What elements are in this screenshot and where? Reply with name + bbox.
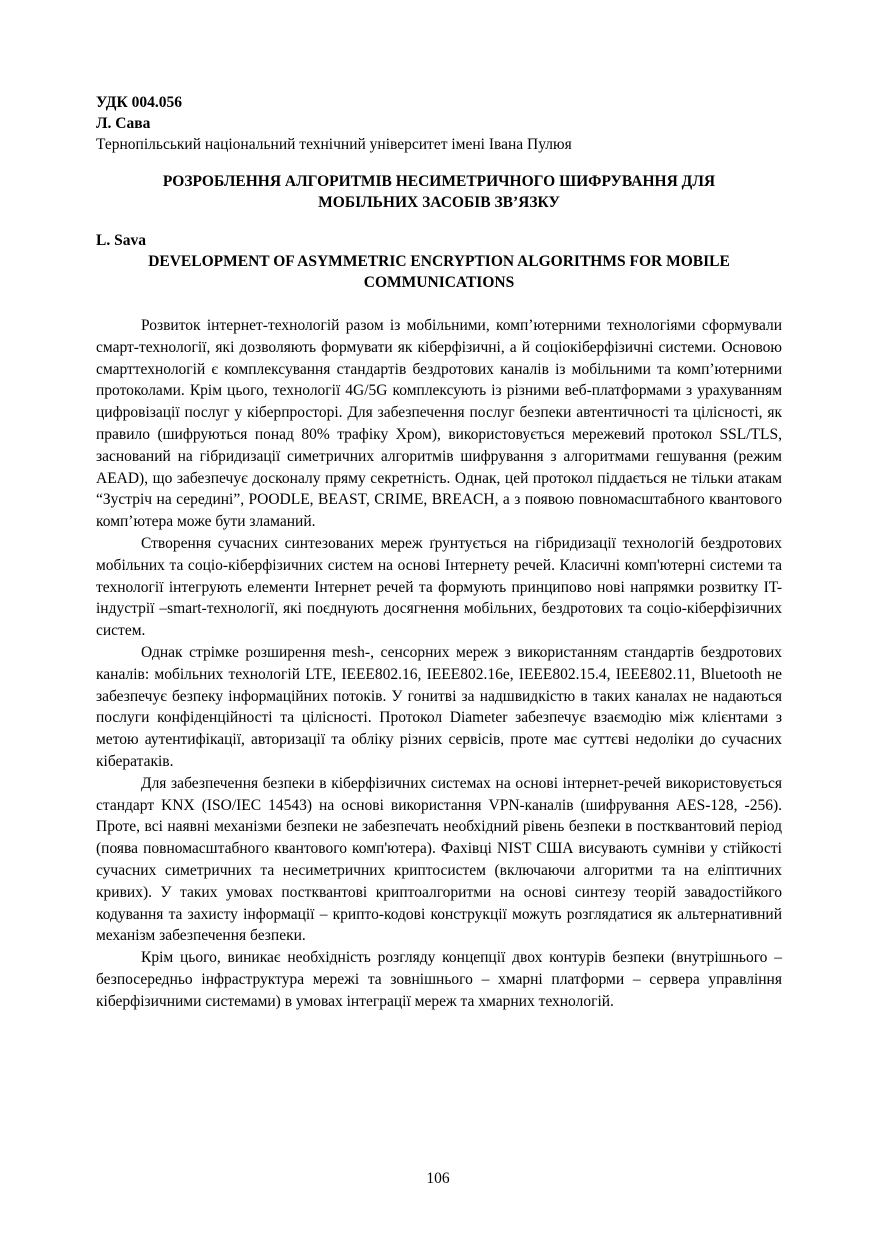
title-en	[96, 251, 782, 293]
title-ua	[96, 171, 782, 213]
paragraph: Крім цього, виникає необхідність розгляду концепції двох контурів безпеки (внутрішнього – безпосередньо інфраструктура мережі та зовнішнього – хмарні платформи – сервера управління кіберфізичними системами) в умовах інтеграції мереж та хмарних технологій.	[96, 949, 782, 1010]
paragraph: Для забезпечення безпеки в кіберфізичних системах на основі інтернет-речей використовується стандарт KNX (ISO/IEC 14543) на основі використання VPN-каналів (шифрування AES-128, -256). Проте, всі наявні механізми безпеки не забезпечать необхідний рівень безпеки в постквантовий період (поява повномасштабного квантового комп'ютера). Фахівці NIST США висувають сумніви у стійкості сучасних симетричних та несиметричних криптосистем (включаючи алгоритми та на еліптичних кривих). У таких умовах постквантові криптоалгоритми на основі синтезу теорій завадостійкого кодування та захисту інформації – крипто-кодові конструкції можуть розглядатися як альтернативний механізм забезпечення безпеки.	[96, 774, 782, 945]
paragraph: Створення сучасних синтезованих мереж ґрунтується на гібридизації технологій бездротових мобільних та соціо-кіберфізичних систем на основі Інтернету речей. Класичні комп'ютерні системи та технології інтегрують елементи Інтернет речей та формують принципово нові напрямки розвитку IT-індустрії –smart-технології, які поєднують досягнення мобільних, бездротових та соціо-кіберфізичних систем.	[96, 534, 782, 640]
title-ua-line-2: МОБІЛЬНИХ ЗАСОБІВ ЗВ’ЯЗКУ	[318, 194, 560, 211]
affiliation: Тернопільський національний технічний університет імені Івана Пулюя	[96, 136, 572, 153]
title-en-line-2: COMMUNICATIONS	[363, 274, 515, 291]
page-number: 106	[426, 1170, 450, 1187]
author-en: L. Sava	[96, 232, 146, 249]
paper-page	[96, 92, 782, 1013]
body-text	[96, 315, 782, 1013]
udc-code: УДК 004.056	[96, 94, 182, 111]
title-ua-line-1: РОЗРОБЛЕННЯ АЛГОРИТМІВ НЕСИМЕТРИЧНОГО ШИФРУВАННЯ ДЛЯ	[162, 173, 716, 190]
paragraph: Розвиток інтернет-технологій разом із мобільними, комп’ютерними технологіями сформували смарт-технології, які дозволяють формувати як кіберфізичні, а й соціокіберфізичні системи. Основою смарттехнологій є комплексування стандартів бездротових каналів із мобільними та комп’ютерними протоколами. Крім цього, технології 4G/5G комплексують із різними веб-платформами з урахуванням цифровізації послуг у кіберпросторі. Для забезпечення послуг безпеки автентичності та цілісності, як правило (шифруються понад 80% трафіку Хром), використовується мережевий протокол SSL/TLS, заснований на гібридизації симетричних алгоритмів шифрування з алгоритмами гешування (режим AEAD), що забезпечує досконалу пряму секретність. Однак, цей протокол піддається не тільки атакам “Зустріч на середині”, POODLE, BEAST, CRIME, BREACH, а з появою повномасштабного квантового комп’ютера може бути зламаний.	[96, 317, 782, 531]
author-ua: Л. Сава	[96, 115, 151, 132]
paragraph: Однак стрімке розширення mesh-, сенсорних мереж з використанням стандартів бездротових каналів: мобільних технологій LTE, IEEE802.16, IEEE802.16e, IEEE802.15.4, IEEE802.11, Bluetooth не забезпечує безпеку інформаційних потоків. У гонитві за надшвидкістю в таких каналах не надаються послуги конфіденційності та цілісності. Протокол Diameter забезпечує взаємодію між клієнтами з метою аутентифікації, авторизації та обліку різних сервісів, проте має суттєві недоліки до сучасних кібератаків.	[96, 643, 782, 770]
title-en-line-1: DEVELOPMENT OF ASYMMETRIC ENCRYPTION ALGORITHMS FOR MOBILE	[148, 253, 730, 270]
